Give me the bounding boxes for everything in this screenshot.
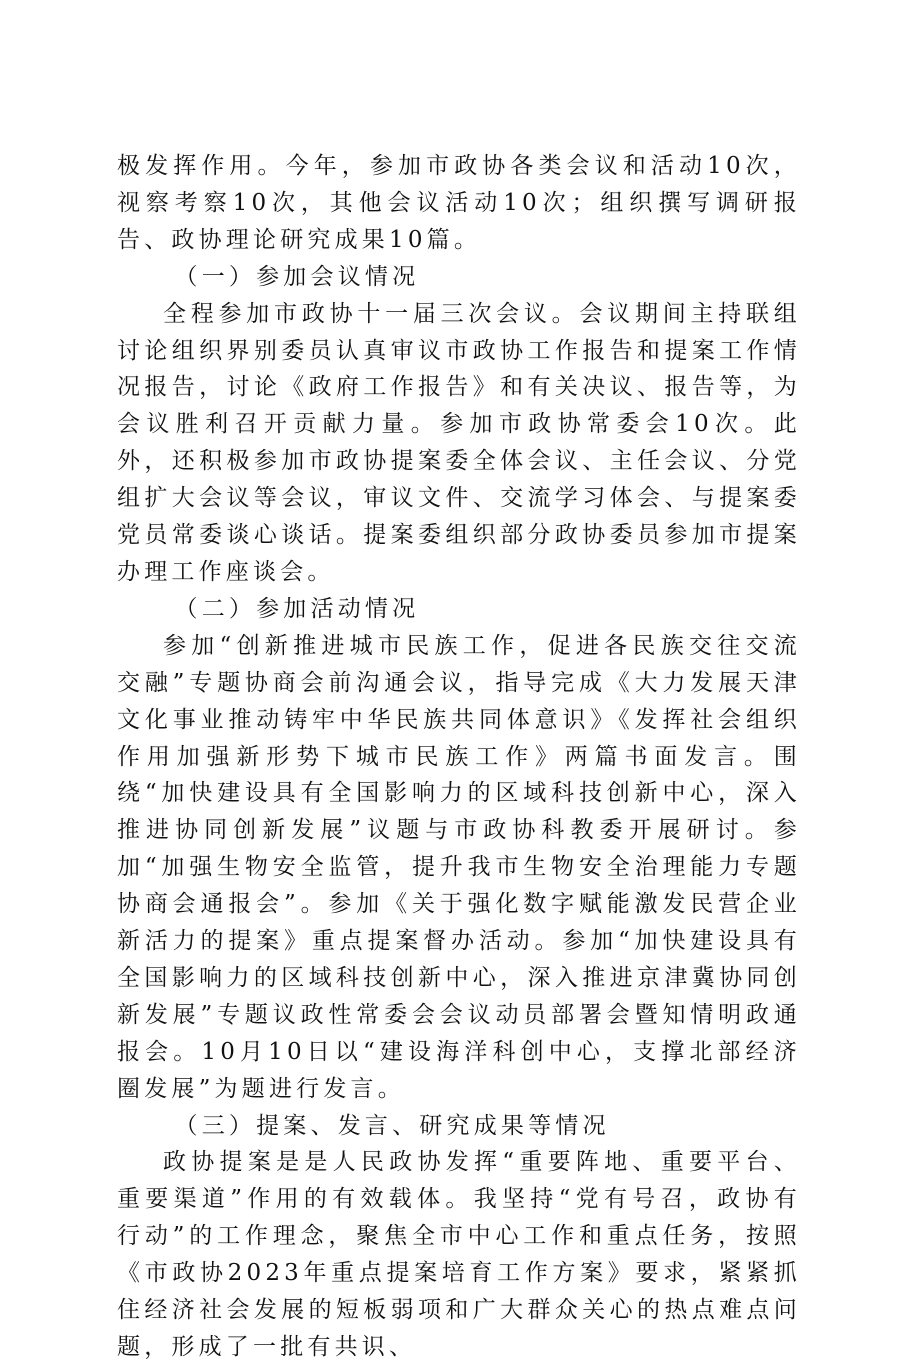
paragraph-activities: 参加“创新推进城市民族工作，促进各民族交往交流交融”专题协商会前沟通会议，指导完成《大力发展天津文化事业推动铸牢中华民族共同体意识》《发挥社会组织作用加强新形势下城市民族工作》两篇书面发言。围绕“加快建设具有全国影响力的区域科技创新中心，深入推进协同创新发展”议题与市政协科教委开展研讨。参加“加强生物安全监管，提升我市生物安全治理能力专题协商会通报会”。参加《关于强化数字赋能激发民营企业新活力的提案》重点提案督办活动。参加“加快建设具有全国影响力的区域科技创新中心，深入推进京津冀协同创新发展”专题议政性常委会会议动员部署会暨知情明政通报会。10月10日以“建设海洋科创中心，支撑北部经济圈发展”为题进行发言。 xyxy=(117,632,801,1102)
section-heading-meetings: （一）参加会议情况 xyxy=(174,263,420,290)
paragraph-meetings: 全程参加市政协十一届三次会议。会议期间主持联组讨论组织界别委员认真审议市政协工作报告和提案工作情况报告，讨论《政府工作报告》和有关决议、报告等，为会议胜利召开贡献力量。参加市政协常委会10次。此外，还积极参加市政协提案委全体会议、主任会议、分党组扩大会议等会议，审议文件、交流学习体会、与提案委党员常委谈心谈话。提案委组织部分政协委员参加市提案办理工作座谈会。 xyxy=(117,300,801,585)
document-body xyxy=(117,148,801,1366)
section-heading-activities: （二）参加活动情况 xyxy=(174,595,420,622)
paragraph-proposals: 政协提案是是人民政协发挥“重要阵地、重要平台、重要渠道”作用的有效载体。我坚持“党有号召，政协有行动”的工作理念，聚焦全市中心工作和重点任务，按照《市政协2023年重点提案培育工作方案》要求，紧紧抓住经济社会发展的短板弱项和广大群众关心的热点难点问题，形成了一批有共识、 xyxy=(117,1149,801,1360)
paragraph-intro-continued: 极发挥作用。今年，参加市政协各类会议和活动10次，视察考察10次，其他会议活动10次；组织撰写调研报告、政协理论研究成果10篇。 xyxy=(117,153,801,253)
section-heading-proposals: （三）提案、发言、研究成果等情况 xyxy=(174,1112,610,1139)
